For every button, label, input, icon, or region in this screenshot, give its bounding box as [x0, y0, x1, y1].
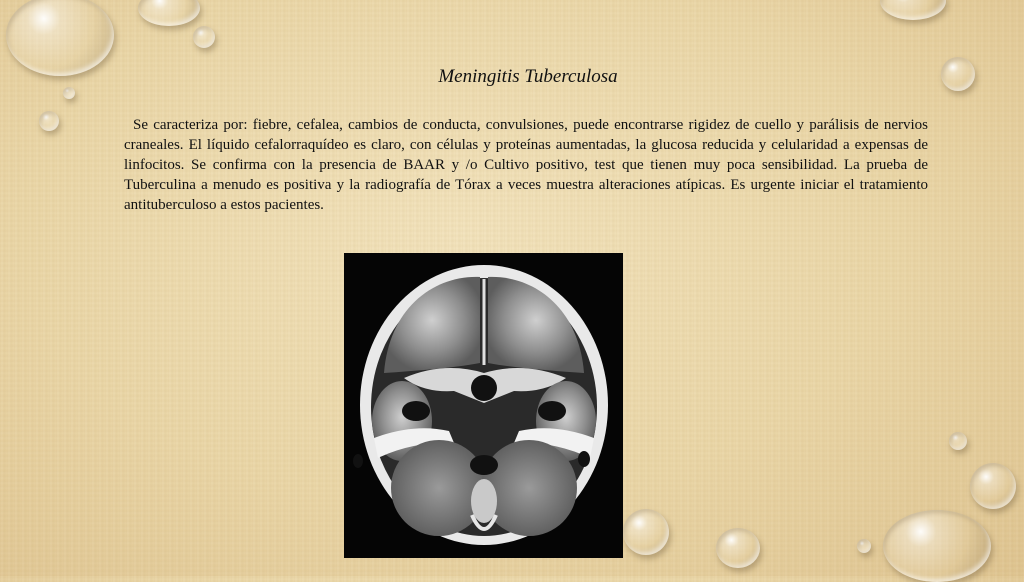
brain-ct-scan-image	[344, 253, 623, 558]
slide-title: Meningitis Tuberculosa	[438, 66, 618, 87]
water-drop-decoration	[193, 26, 215, 48]
water-drop-decoration	[857, 539, 871, 553]
water-drop-decoration	[138, 0, 200, 26]
water-drop-decoration	[716, 528, 760, 568]
water-drop-decoration	[949, 432, 967, 450]
water-drop-decoration	[970, 463, 1016, 509]
water-drop-decoration	[883, 510, 991, 582]
water-drop-decoration	[6, 0, 114, 76]
water-drop-decoration	[880, 0, 946, 20]
slide-body-text: Se caracteriza por: fiebre, cefalea, cambios de conducta, convulsiones, puede encontrarse rigidez de cuello y parálisis de nervios craneales. El líquido cefalorraquídeo es claro, con células y proteínas aumentadas, la glucosa reducida y celularidad a expensas de linfocitos. Se confirma con la presencia de BAAR y /o Cultivo positivo, test que tienen muy poca sensibilidad. La prueba de Tuberculina a menudo es positiva y la radiografía de Tórax a veces muestra alteraciones atípicas. Es urgente iniciar el tratamiento antituberculoso a estos pacientes.	[124, 117, 928, 213]
water-drop-decoration	[39, 111, 59, 131]
water-drop-decoration	[623, 509, 669, 555]
water-drop-decoration	[63, 87, 75, 99]
